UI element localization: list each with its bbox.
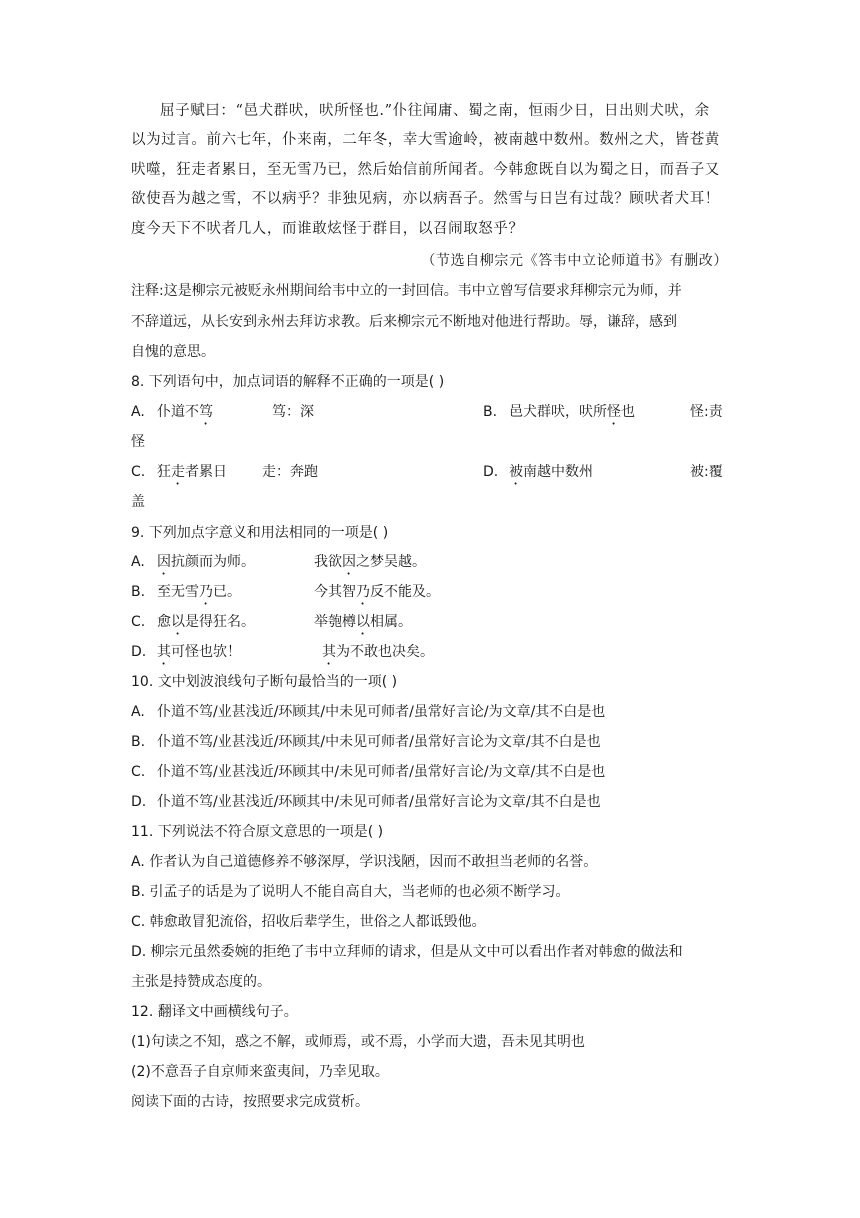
passage-line: 屈子赋曰：“邑犬群吠，吠所怪也.”仆往闻庸、蜀之南，恒雨少日，日出则犬吠，余	[160, 103, 710, 119]
option-label: B.	[131, 584, 146, 600]
q8-option-d: D. 被南越中数州	[483, 464, 593, 480]
q11-option-c: C. 韩愈敢冒犯流俗，招收后辈学生，世俗之人都诋毁他。	[131, 914, 486, 930]
dotted-char: 以	[356, 614, 370, 630]
q12-sentence-1: (1)句读之不知，惑之不解，或师焉，或不焉，小学而大遗，吾未见其明也	[131, 1034, 585, 1050]
q8-gloss-d-wrap: 盖	[131, 494, 145, 510]
q9-option-d-right: 其为不敢也决矣。	[322, 644, 434, 660]
dotted-char: 因	[157, 554, 171, 570]
q8-gloss-d: 被:覆	[690, 464, 723, 480]
question-11-stem: 11. 下列说法不符合原文意思的一项是( )	[131, 824, 384, 840]
note-line: 注释:这是柳宗元被贬永州期间给韦中立的一封回信。韦中立曾写信要求拜柳宗元为师，并	[131, 283, 682, 299]
note-line: 自愧的意思。	[131, 344, 215, 360]
option-label: D.	[131, 644, 147, 660]
q8-gloss-a: 笃：深	[272, 404, 314, 420]
q8-gloss-c: 走：奔跑	[262, 464, 318, 480]
option-label: A.	[131, 554, 145, 570]
dotted-char: 怪	[607, 404, 621, 420]
dotted-char: 走	[171, 464, 185, 480]
q11-option-a: A. 作者认为自己道德修养不够深厚，学识浅陋，因而不敢担当老师的名誉。	[131, 854, 598, 870]
option-label: D.	[131, 794, 147, 810]
question-8-stem: 8. 下列语句中，加点词语的解释不正确的一项是( )	[131, 374, 445, 390]
q9-option-a-left: A. 因抗颜而为师。	[131, 554, 255, 570]
q9-option-b-right: 今其智乃反不能及。	[314, 584, 440, 600]
q11-option-b: B. 引孟子的话是为了说明人不能自高自大，当老师的也必须不断学习。	[131, 884, 570, 900]
q11-option-d: D. 柳宗元虽然委婉的拒绝了韦中立拜师的请求，但是从文中可以看出作者对韩愈的做法和	[131, 944, 683, 960]
option-label: B.	[131, 734, 146, 750]
dotted-char: 被	[509, 464, 523, 480]
option-label: C.	[131, 764, 146, 780]
dotted-char: 其	[157, 644, 171, 660]
dotted-char: 因	[342, 554, 356, 570]
question-12-stem: 12. 翻译文中画横线句子。	[131, 1004, 298, 1020]
passage-line: 吠噬，狂走者累日，至无雪乃已，然后始信前所闻者。今韩愈既自以为蜀之日，而吾子又	[131, 162, 720, 178]
q10-option-c: C. 仆道不笃/业甚浅近/环顾其中/未见可师者/虽常好言论/为文章/其不白是也	[131, 764, 606, 780]
option-label: C.	[131, 614, 146, 630]
q9-option-a-right: 我欲因之梦吴越。	[314, 554, 426, 570]
passage-line: 以为过言。前六七年，仆来南，二年冬，幸大雪逾岭，被南越中数州。数州之犬，皆苍黄	[131, 132, 720, 148]
dotted-char: 以	[171, 614, 185, 630]
q10-option-b: B. 仆道不笃/业甚浅近/环顾其/中未见可师者/虽常好言论为文章/其不白是也	[131, 734, 601, 750]
q8-option-c: C. 狂走者累日	[131, 464, 227, 480]
dotted-char: 乃	[199, 584, 213, 600]
question-10-stem: 10. 文中划波浪线句子断句最恰当的一项( )	[131, 674, 398, 690]
source-citation: （节选自柳宗元《答韦中立论师道书》有删改）	[421, 253, 728, 269]
option-label: D.	[483, 464, 499, 480]
option-label: A.	[131, 404, 145, 420]
dotted-char: 乃	[356, 584, 370, 600]
passage-line: 度今天下不吠者几人，而谁敢炫怪于群目，以召闹取怒乎？	[131, 221, 524, 237]
q8-gloss-b: 怪:责	[690, 404, 723, 420]
q12-sentence-2: (2)不意吾子自京师来蛮夷间，乃幸见取。	[131, 1064, 389, 1080]
dotted-char: 笃	[199, 404, 213, 420]
question-9-stem: 9. 下列加点字意义和用法相同的一项是( )	[131, 525, 389, 541]
option-label: A.	[131, 704, 145, 720]
q9-option-c-right: 举匏樽以相属。	[314, 614, 412, 630]
q9-option-d-left: D. 其可怪也欤！	[131, 644, 241, 660]
q11-option-d-cont: 主张是持赞成态度的。	[131, 974, 271, 990]
q9-option-c-left: C. 愈以是得狂名。	[131, 614, 255, 630]
q10-option-a: A. 仆道不笃/业甚浅近/环顾其/中未见可师者/虽常好言论/为文章/其不白是也	[131, 704, 606, 720]
q10-option-d: D. 仆道不笃/业甚浅近/环顾其中/未见可师者/虽常好言论为文章/其不白是也	[131, 794, 601, 810]
passage-line: 欲使吾为越之雪，不以病乎？非独见病，亦以病吾子。然雪与日岂有过哉？顾吠者犬耳！	[131, 191, 720, 207]
q8-gloss-b-wrap: 怪	[131, 434, 145, 450]
next-section-intro: 阅读下面的古诗，按照要求完成赏析。	[131, 1094, 369, 1110]
q9-option-b-left: B. 至无雪乃已。	[131, 584, 241, 600]
q8-option-a: A. 仆道不笃	[131, 404, 213, 420]
note-line: 不辞道远，从长安到永州去拜访求教。后来柳宗元不断地对他进行帮助。辱，谦辞，感到	[131, 314, 677, 330]
option-label: C.	[131, 464, 146, 480]
q8-option-b: B. 邑犬群吠，吠所怪也	[483, 404, 635, 420]
option-label: B.	[483, 404, 498, 420]
dotted-char: 其	[322, 644, 336, 660]
